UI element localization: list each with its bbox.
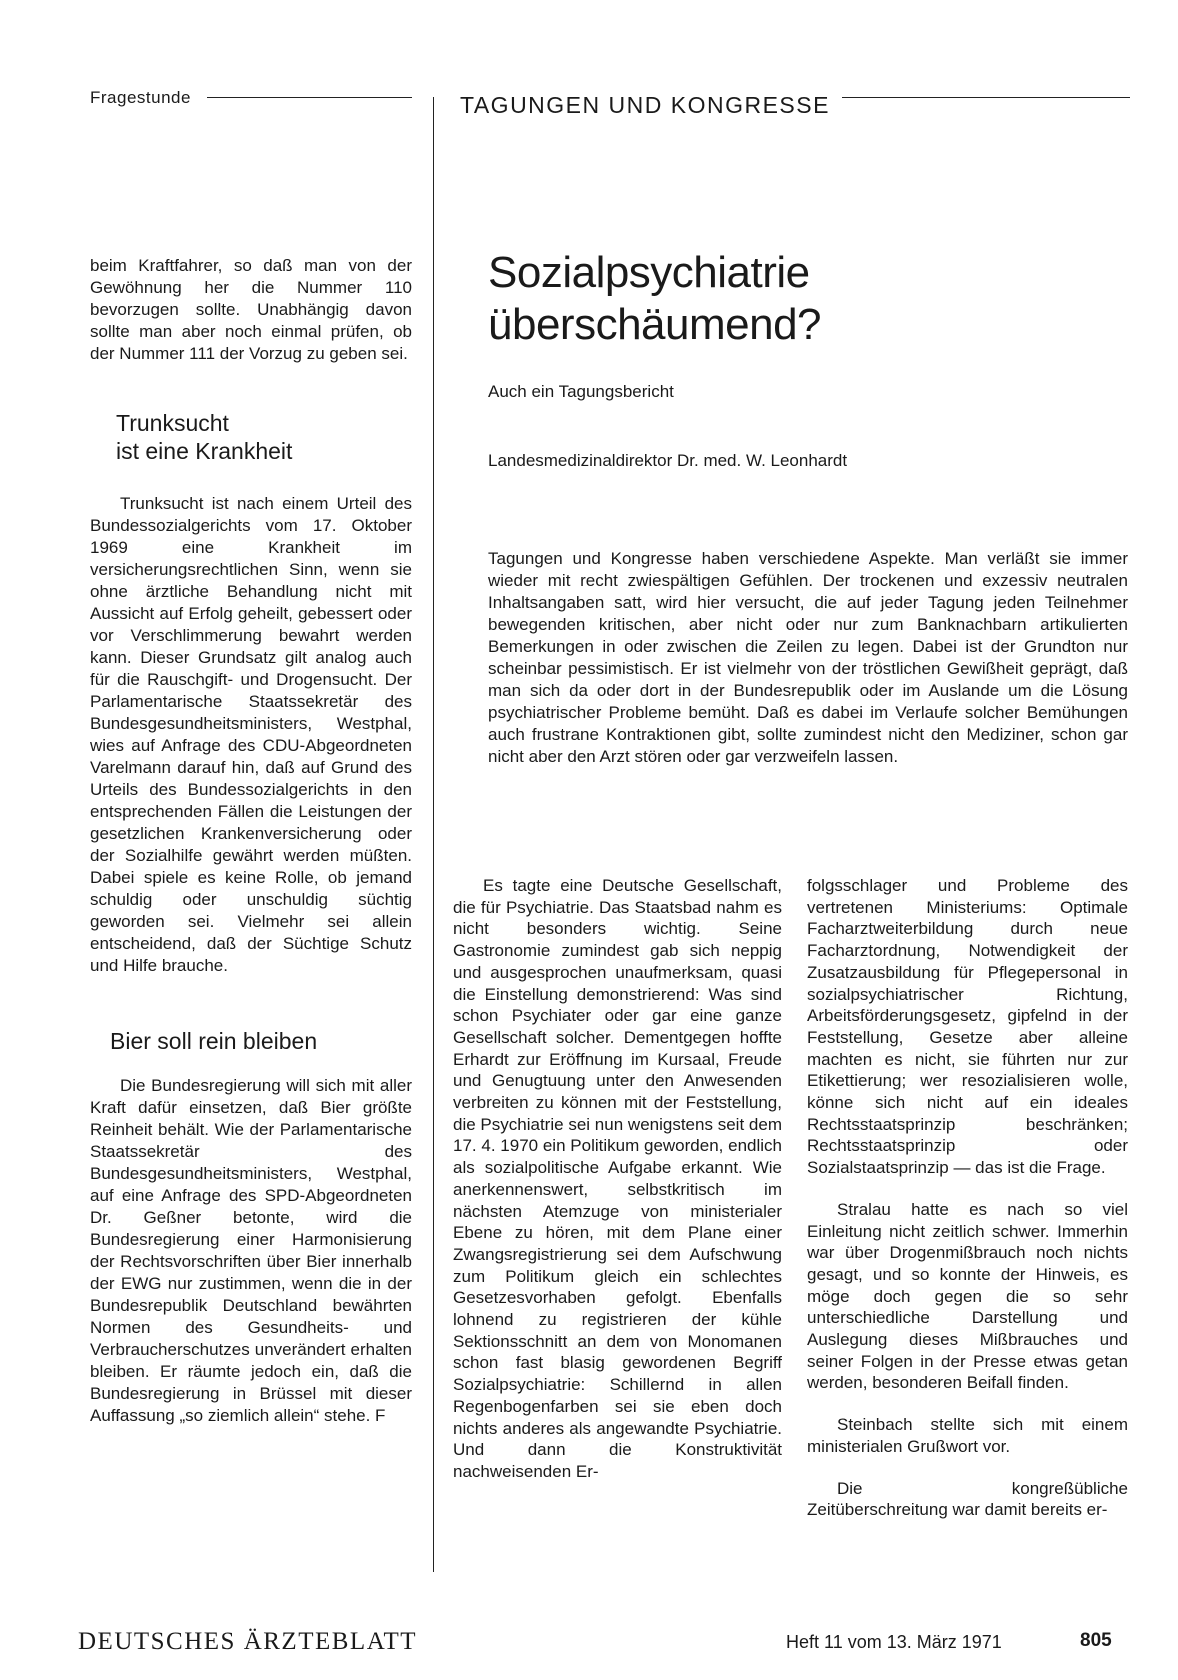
- right-paragraph-4: Die kongreßübliche Zeitüberschreitung war damit bereits er-: [807, 1478, 1128, 1520]
- left-intro-paragraph: beim Kraftfahrer, so daß man von der Gewöhnung her die Nummer 110 bevorzugen sollte. Unabhängig davon sollte man aber noch einmal prüfen, ob der Nummer 111 der Vorzug zu geben sei.: [90, 256, 412, 363]
- journal-name: DEUTSCHES ÄRZTEBLATT: [78, 1628, 418, 1655]
- column-divider: [433, 97, 434, 1572]
- header-rule-left: [207, 97, 412, 98]
- right-paragraph-3: Steinbach stellte sich mit einem ministerialen Grußwort vor.: [807, 1415, 1128, 1456]
- page-number: 805: [1080, 1630, 1112, 1651]
- section-label-left: Fragestunde: [90, 88, 191, 107]
- left-column: [90, 255, 412, 1427]
- issue-info: Heft 11 vom 13. März 1971: [786, 1632, 1002, 1652]
- heading-trunksucht-line1: Trunksucht: [116, 410, 229, 436]
- right-paragraph-1: folgsschlager und Probleme des vertretenen Ministeriums: Optimale Facharztweiterbildung durch neue Facharztordnung, Notwendigkeit der Zusatzausbildung für Pflegepersonal in sozialpsychiatrischer Richtung, Arbeitsförderungsgesetz, gipfelnd in der Feststellung, Gesetze aber alleine machten es nicht, sie führten nur zur Etikettierung; wer resozialisieren wolle, könne sich nicht auf ein ideales Rechtsstaatsprinzip beschränken; Rechtsstaatsprinzip oder Sozialstaatsprinzip — das ist die Frage.: [807, 876, 1128, 1178]
- heading-trunksucht-line2: ist eine Krankheit: [116, 438, 293, 464]
- section-label-right: TAGUNGEN UND KONGRESSE: [460, 92, 830, 118]
- article-title-line2: überschäumend?: [488, 300, 822, 349]
- trunksucht-body: Trunksucht ist nach einem Urteil des Bundessozialgerichts vom 17. Oktober 1969 eine Krankheit im versicherungsrechtlichen Sinn, wenn sie ohne ärztliche Behandlung nicht mit Aussicht auf Erfolg geheilt, gebessert oder vor Verschlimmerung bewahrt werden kann. Dieser Grundsatz gilt analog auch für die Rauschgift- und Drogensucht. Der Parlamentarische Staatssekretär des Bundesgesundheitsministers, Westphal, wies auf Anfrage des CDU-Abgeordneten Varelmann darauf hin, daß auf Grund des Urteils des Bundessozialgerichts in den entsprechenden Fällen die Leistungen der gesetzlichen Krankenversicherung oder der Sozialhilfe gewährt werden müßten. Dabei spiele es keine Rolle, ob jemand schuldig oder unschuldig süchtig geworden sei. Vielmehr sei allein entscheidend, daß der Süchtige Schutz und Hilfe brauche.: [90, 494, 412, 975]
- article-lead: [488, 548, 1128, 768]
- article-middle-column: [453, 875, 782, 1483]
- article-title: [488, 247, 821, 351]
- article-right-column: [807, 875, 1128, 1521]
- bier-body: Die Bundesregierung will sich mit aller Kraft dafür einsetzen, daß Bier größte Reinheit behält. Wie der Parlamentarische Staatssekretär des Bundesgesundheitsministers, Westphal, auf eine Anfrage des SPD-Abgeordneten Dr. Geßner betonte, wird die Bundesregierung einer Harmonisierung der Rechtsvorschriften über Bier innerhalb der EWG nur zustimmen, wenn die in der Bundesrepublik Deutschland bewährten Normen des Gesundheits- und Verbraucherschutzes unverändert erhalten bleiben. Er räumte jedoch ein, daß die Bundesregierung in Brüssel mit dieser Auffassung „so ziemlich allein“ stehe. F: [90, 1076, 412, 1425]
- heading-trunksucht: [90, 409, 412, 465]
- middle-column-paragraph: Es tagte eine Deutsche Gesellschaft, die für Psychiatrie. Das Staatsbad nahm es nicht besonders wichtig. Seine Gastronomie zumindest gab sich neppig und ausgesprochen unaufmerksam, quasi die Einstellung demonstrierend: Was sind schon Psychiater oder gar eine ganze Gesellschaft solcher. Dementgegen hoffte Erhardt zur Eröffnung im Kursaal, Freude und Genugtuung unter den Anwesenden verbreiten zu können mit der Feststellung, die Psychiatrie sei nun wenigstens seit dem 17. 4. 1970 ein Politikum geworden, endlich als sozialpolitische Aufgabe erkannt. Wie anerkennenswert, selbstkritisch im nächsten Atemzuge von ministerialer Ebene zu hören, mit dem Plane einer Zwangsregistrierung sei dem Aufschwung zum Politikum gleich ein schlechtes Gesetzesvorhaben gefolgt. Ebenfalls lohnend zu registrieren der kühle Sektionsschnitt an dem von Monomanen schon fast blasig gewordenen Begriff Sozialpsychiatrie: Schillernd in allen Regenbogenfarben sei sie eben doch nichts anderes als angewandte Psychiatrie. Und dann die Konstruktivität nachweisenden Er-: [453, 876, 782, 1481]
- article-subtitle: Auch ein Tagungsbericht: [488, 382, 674, 401]
- header-rule-right: [842, 97, 1130, 98]
- lead-paragraph: Tagungen und Kongresse haben verschiedene Aspekte. Man verläßt sie immer wieder mit recht zwiespältigen Gefühlen. Der trockenen und exzessiv neutralen Inhaltsangaben satt, wird hier versucht, die auf jeder Tagung jeden Teilnehmer bewegenden kritischen, aber nicht oder nur zum Banknachbarn artikulierten Bemerkungen in oder zwischen die Zeilen zu legen. Dabei ist der Grundton nur scheinbar pessimistisch. Er ist vielmehr von der tröstlichen Gewißheit geprägt, daß man sich da oder dort in der Bundesrepublik oder im Auslande um die Lösung psychiatrischer Probleme bemüht. Daß es dabei im Verlaufe solcher Bemühungen auch frustrane Kontraktionen gibt, sollte zumindest nicht den Mediziner, schon gar nicht aber den Arzt stören oder gar verzweifeln lassen.: [488, 549, 1128, 766]
- heading-bier: Bier soll rein bleiben: [110, 1028, 318, 1054]
- article-author: Landesmedizinaldirektor Dr. med. W. Leonhardt: [488, 451, 848, 470]
- article-title-line1: Sozialpsychiatrie: [488, 248, 810, 297]
- right-paragraph-2: Stralau hatte es nach so viel Einleitung nicht zeitlich schwer. Immerhin war über Drogenmißbrauch noch nichts gesagt, und so konnte der Hinweis, es möge doch gegen die so sehr unterschiedliche Darstellung und Auslegung dieses Mißbrauches und seiner Folgen in der Presse etwas getan werden, besonderen Beifall finden.: [807, 1199, 1128, 1393]
